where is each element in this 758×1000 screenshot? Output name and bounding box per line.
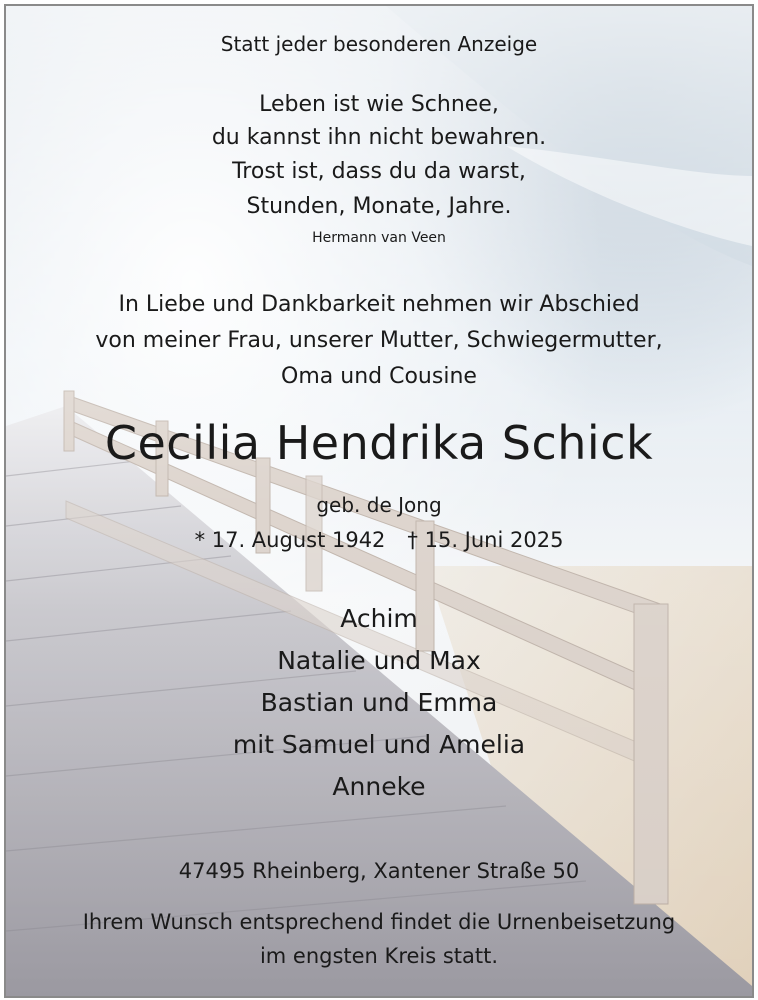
poem-line: Leben ist wie Schnee,: [259, 92, 499, 117]
obituary-card: [4, 4, 754, 998]
address: 47495 Rheinberg, Xantener Straße 50: [178, 859, 580, 883]
birth-date: * 17. August 1942: [194, 528, 386, 552]
intro-line: In Liebe und Dankbarkeit nehmen wir Abschied: [118, 292, 640, 317]
intro-line: von meiner Frau, unserer Mutter, Schwiegermutter,: [95, 328, 663, 353]
death-date: † 15. Juni 2025: [407, 528, 564, 552]
family-member: Bastian und Emma: [260, 688, 498, 717]
family-member: mit Samuel und Amelia: [232, 730, 526, 759]
obituary-text: [6, 6, 752, 996]
intro-line: Oma und Cousine: [281, 364, 477, 389]
birth-name: geb. de Jong: [316, 493, 442, 517]
header-line: Statt jeder besonderen Anzeige: [220, 32, 538, 56]
family-member: Anneke: [332, 772, 426, 801]
poem-line: Stunden, Monate, Jahre.: [246, 194, 512, 219]
family-member: Achim: [340, 604, 418, 633]
notice-line: im engsten Kreis statt.: [259, 944, 499, 968]
deceased-name: Cecilia Hendrika Schick: [104, 416, 654, 470]
life-dates: [6, 528, 752, 552]
family-member: Natalie und Max: [277, 646, 481, 675]
poem-line: du kannst ihn nicht bewahren.: [211, 125, 547, 150]
notice-line: Ihrem Wunsch entsprechend findet die Urnenbeisetzung: [82, 910, 676, 934]
poem-line: Trost ist, dass du da warst,: [232, 159, 526, 184]
poem-author: Hermann van Veen: [312, 230, 446, 246]
